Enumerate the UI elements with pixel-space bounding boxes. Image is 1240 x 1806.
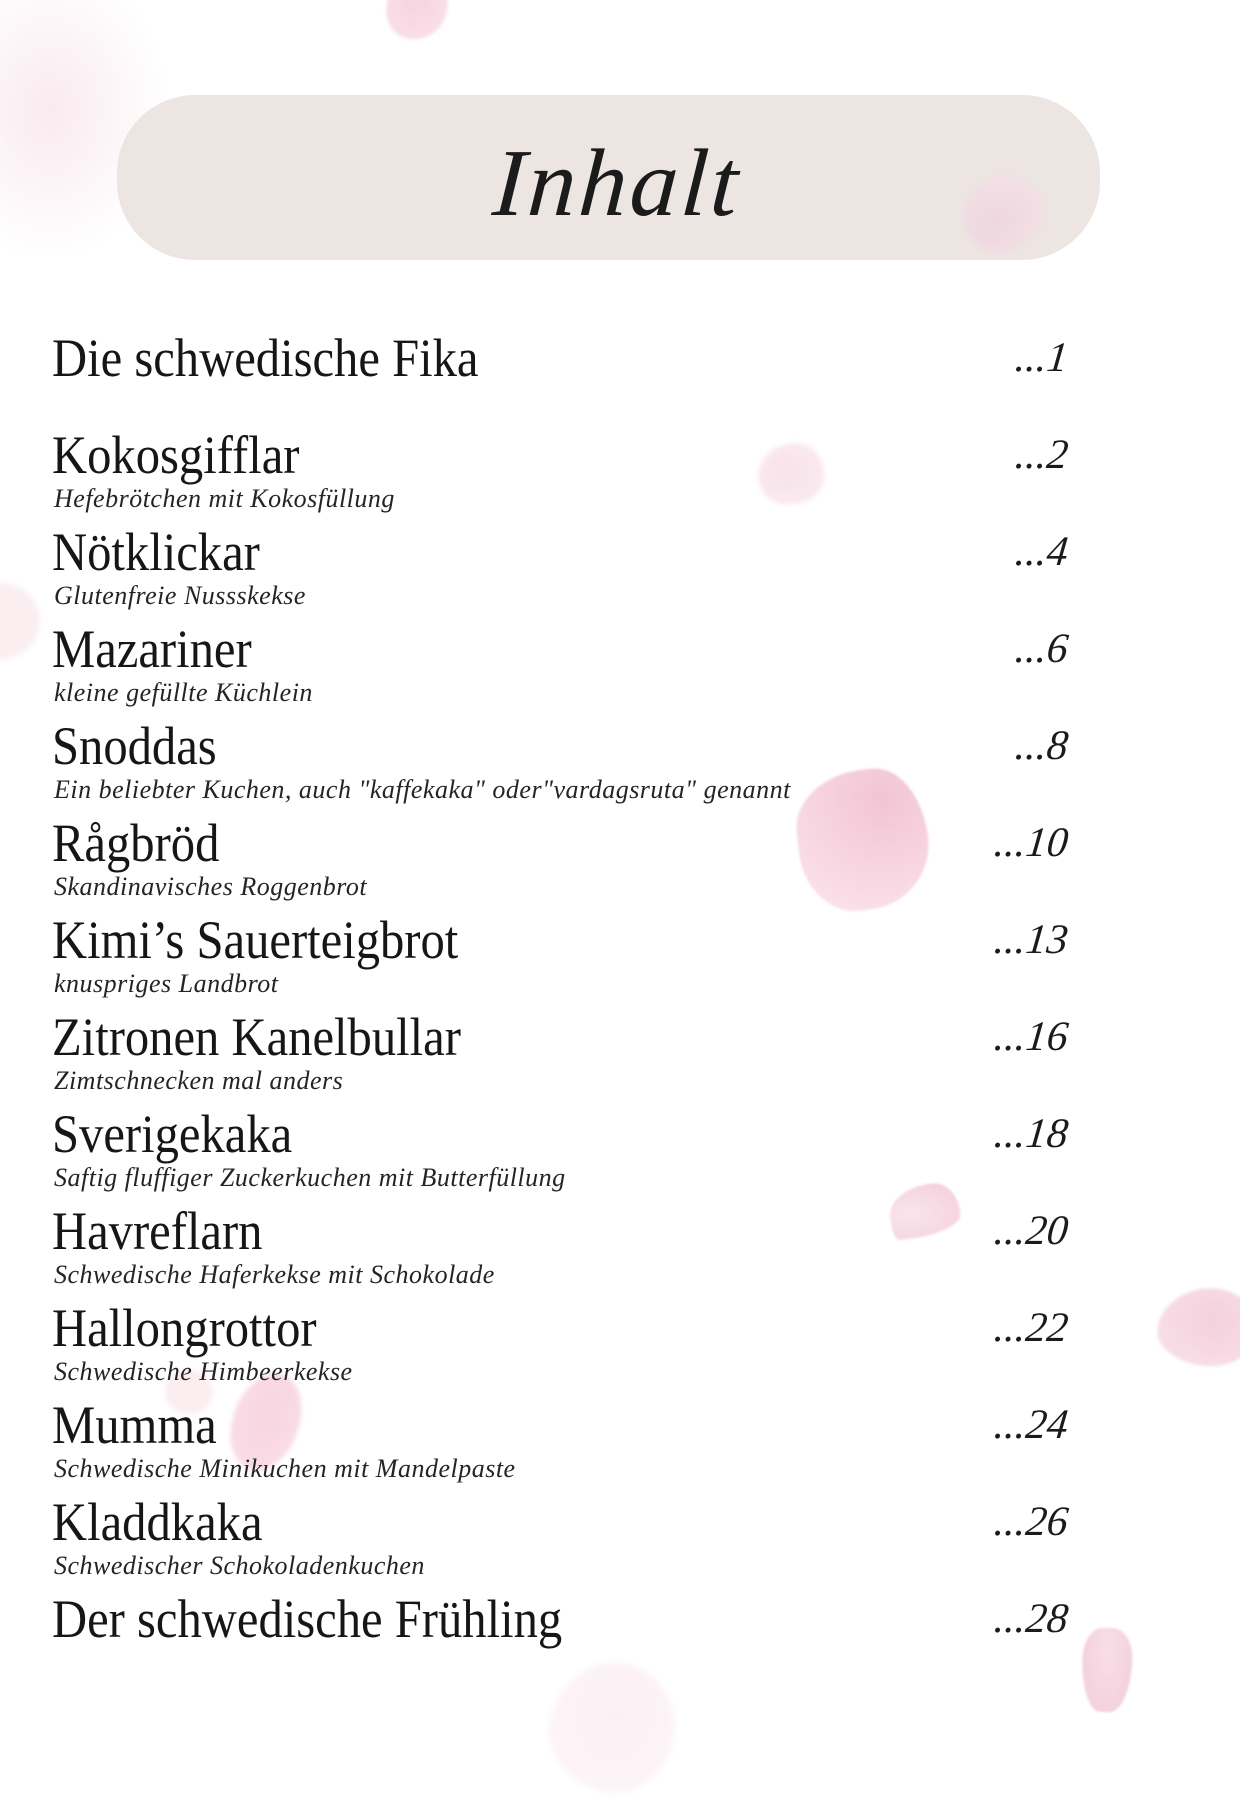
toc-entry-title: Kokosgifflar bbox=[52, 425, 300, 485]
toc-entry-title: Mazariner bbox=[52, 619, 252, 679]
toc-entry-text bbox=[52, 1106, 566, 1193]
toc-entry-subtitle: kleine gefüllte Küchlein bbox=[54, 678, 313, 707]
toc-entry-page-number: ...28 bbox=[992, 1596, 1071, 1642]
toc-entry-title: Snoddas bbox=[52, 716, 217, 776]
toc-entry-text bbox=[52, 1009, 506, 1096]
toc-entry-text bbox=[52, 1397, 516, 1484]
toc-entry-page-number: ...1 bbox=[1013, 335, 1071, 381]
toc-entry bbox=[52, 1104, 1071, 1203]
toc-entry-title: Rågbröd bbox=[52, 813, 220, 873]
toc-entry bbox=[52, 1492, 1071, 1591]
toc-entry-subtitle: Hefebrötchen mit Kokosfüllung bbox=[54, 484, 395, 513]
toc-entry-page-number: ...22 bbox=[992, 1305, 1071, 1351]
toc-entry-text bbox=[52, 1591, 619, 1647]
toc-entry-text bbox=[52, 427, 395, 514]
flower-petal-icon bbox=[1154, 1283, 1240, 1371]
toc-entry-text bbox=[52, 1494, 425, 1581]
title-banner bbox=[117, 95, 1100, 260]
toc-entry-page-number: ...2 bbox=[1013, 432, 1071, 478]
toc-entry-page-number: ...16 bbox=[992, 1014, 1071, 1060]
toc-entry-subtitle: Skandinavisches Roggenbrot bbox=[54, 872, 368, 901]
toc-entry-title: Kladdkaka bbox=[52, 1492, 263, 1552]
toc-entry bbox=[52, 1298, 1071, 1397]
toc-entry-text bbox=[52, 1300, 353, 1387]
toc-entry bbox=[52, 328, 1071, 427]
toc-entry-text bbox=[52, 1203, 495, 1290]
toc-entry bbox=[52, 716, 1071, 815]
toc-entry-title: Kimi’s Sauerteigbrot bbox=[52, 910, 459, 970]
toc-entry-title: Die schwedische Fika bbox=[52, 328, 479, 388]
toc-entry-page-number: ...24 bbox=[992, 1402, 1071, 1448]
toc-entry-text bbox=[52, 524, 306, 611]
flower-petal-icon bbox=[380, 0, 456, 46]
toc-entry-subtitle: knuspriges Landbrot bbox=[54, 969, 279, 998]
toc-entry bbox=[52, 813, 1071, 912]
toc-entry-subtitle: Schwedische Haferkekse mit Schokolade bbox=[54, 1260, 495, 1289]
toc-entry-subtitle: Schwedischer Schokoladenkuchen bbox=[54, 1551, 425, 1580]
toc-entry-title: Hallongrottor bbox=[52, 1298, 317, 1358]
toc-entry-page-number: ...10 bbox=[992, 820, 1071, 866]
flower-petal-icon bbox=[1081, 1627, 1134, 1713]
toc-entry-title: Sverigekaka bbox=[52, 1104, 293, 1164]
toc-entry-page-number: ...4 bbox=[1013, 529, 1071, 575]
toc-entry-subtitle: Schwedische Minikuchen mit Mandelpaste bbox=[54, 1454, 516, 1483]
toc-entry-text bbox=[52, 621, 313, 708]
toc-entry-text bbox=[52, 815, 367, 902]
toc-entry-page-number: ...20 bbox=[992, 1208, 1071, 1254]
toc-entry-subtitle: Saftig fluffiger Zuckerkuchen mit Butterfüllung bbox=[54, 1163, 566, 1192]
toc-entry-subtitle: Schwedische Himbeerkekse bbox=[54, 1357, 353, 1386]
toc-entry bbox=[52, 619, 1071, 718]
toc-entry-page-number: ...8 bbox=[1013, 723, 1071, 769]
toc-entry bbox=[52, 522, 1071, 621]
toc-entry-text bbox=[52, 912, 503, 999]
table-of-contents bbox=[52, 328, 1071, 1688]
toc-entry-subtitle: Ein beliebter Kuchen, auch "kaffekaka" oder"vardagsruta" genannt bbox=[54, 775, 791, 804]
toc-entry bbox=[52, 425, 1071, 524]
toc-entry-page-number: ...13 bbox=[992, 917, 1071, 963]
toc-entry-page-number: ...18 bbox=[992, 1111, 1071, 1157]
toc-entry-subtitle: Glutenfreie Nussskekse bbox=[54, 581, 306, 610]
toc-entry bbox=[52, 910, 1071, 1009]
toc-entry bbox=[52, 1395, 1071, 1494]
toc-entry bbox=[52, 1201, 1071, 1300]
toc-entry-title: Zitronen Kanelbullar bbox=[52, 1007, 461, 1067]
toc-entry-title: Mumma bbox=[52, 1395, 217, 1455]
toc-entry-title: Der schwedische Frühling bbox=[52, 1589, 563, 1649]
toc-entry-subtitle: Zimtschnecken mal anders bbox=[54, 1066, 344, 1095]
toc-entry bbox=[52, 1589, 1071, 1688]
toc-entry-title: Nötklickar bbox=[52, 522, 260, 582]
flower-petal-icon bbox=[0, 583, 40, 659]
toc-entry bbox=[52, 1007, 1071, 1106]
toc-entry-page-number: ...26 bbox=[992, 1499, 1071, 1545]
toc-entry-title: Havreflarn bbox=[52, 1201, 263, 1261]
toc-entry-text bbox=[52, 718, 791, 805]
toc-entry-page-number: ...6 bbox=[1013, 626, 1071, 672]
page-title: Inhalt bbox=[489, 129, 745, 236]
toc-entry-text bbox=[52, 330, 526, 386]
